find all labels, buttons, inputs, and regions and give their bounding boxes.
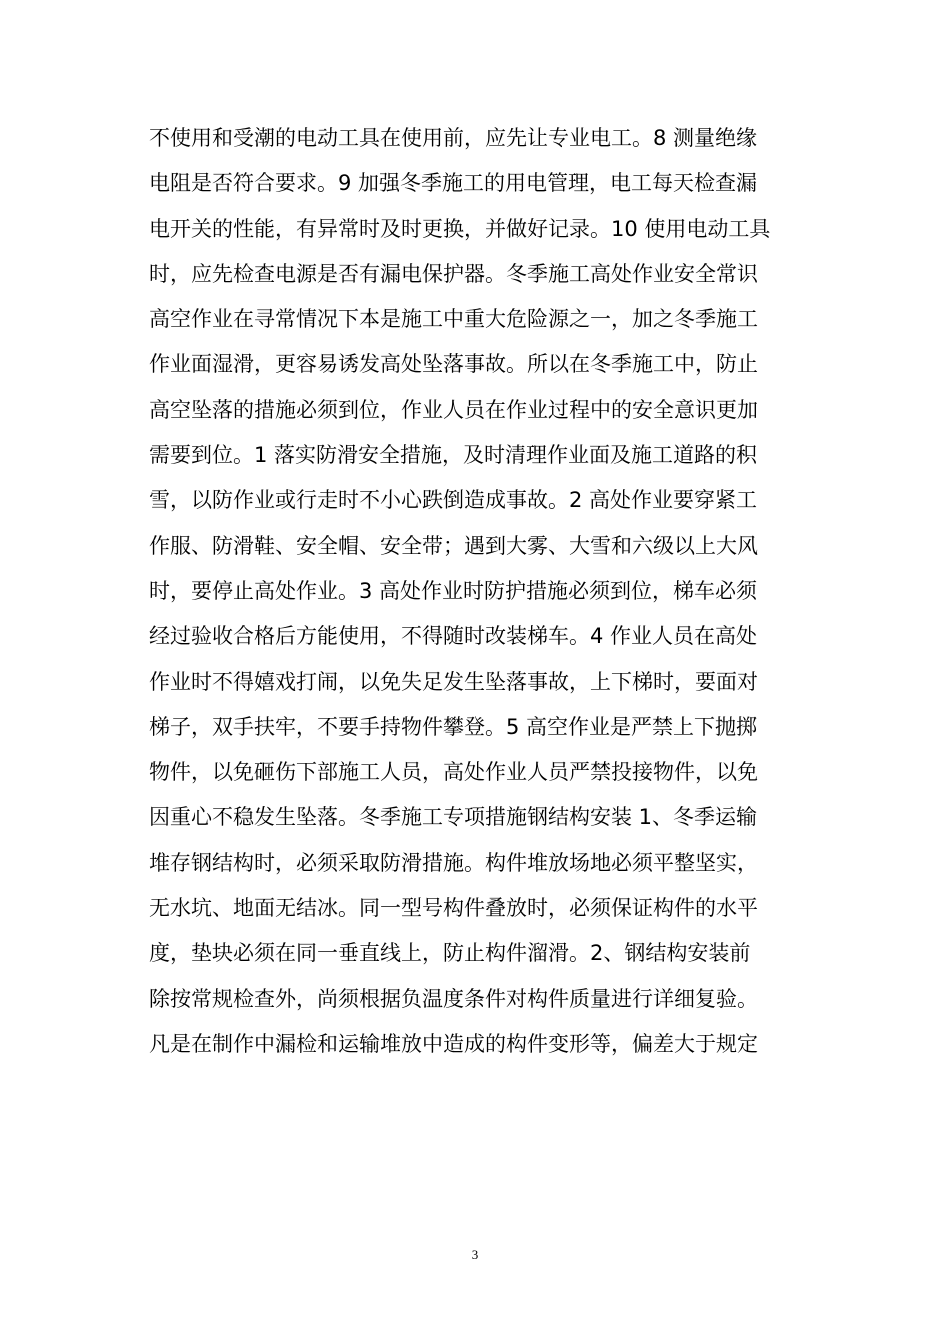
text-line: 经过验收合格后方能使用，不得随时改装梯车。4 作业人员在高处	[149, 624, 758, 649]
text-line: 电开关的性能，有异常时及时更换，并做好记录。10 使用电动工具	[149, 216, 771, 241]
text-line: 时，要停止高处作业。3 高处作业时防护措施必须到位，梯车必须	[149, 578, 758, 603]
text-line: 无水坑、地面无结冰。同一型号构件叠放时，必须保证构件的水平	[149, 896, 758, 921]
page-number: 3	[471, 1247, 479, 1262]
text-line: 时，应先检查电源是否有漏电保护器。冬季施工高处作业安全常识	[149, 261, 758, 286]
text-line: 堆存钢结构时，必须采取防滑措施。构件堆放场地必须平整坚实，	[149, 850, 758, 875]
text-line: 梯子，双手扶牢，不要手持物件攀登。5 高空作业是严禁上下抛掷	[149, 714, 758, 739]
text-line: 凡是在制作中漏检和运输堆放中造成的构件变形等，偏差大于规定	[149, 1031, 758, 1056]
text-line: 电阻是否符合要求。9 加强冬季施工的用电管理，电工每天检查漏	[149, 171, 758, 196]
text-line: 因重心不稳发生坠落。冬季施工专项措施钢结构安装 1、冬季运输	[149, 805, 758, 830]
text-line: 雪，以防作业或行走时不小心跌倒造成事故。2 高处作业要穿紧工	[149, 488, 758, 513]
text-line: 需要到位。1 落实防滑安全措施，及时清理作业面及施工道路的积	[149, 443, 758, 468]
text-line: 度，垫块必须在同一垂直线上，防止构件溜滑。2、钢结构安装前	[149, 941, 751, 966]
text-line: 高空作业在寻常情况下本是施工中重大危险源之一，加之冬季施工	[149, 307, 758, 332]
text-line: 高空坠落的措施必须到位，作业人员在作业过程中的安全意识更加	[149, 397, 758, 422]
text-line: 作业时不得嬉戏打闹，以免失足发生坠落事故，上下梯时，要面对	[149, 669, 758, 694]
text-line: 物件，以免砸伤下部施工人员，高处作业人员严禁投接物件，以免	[149, 760, 758, 785]
text-line: 作服、防滑鞋、安全帽、安全带；遇到大雾、大雪和六级以上大风	[149, 533, 758, 558]
body-text	[149, 116, 809, 1067]
text-line: 作业面湿滑，更容易诱发高处坠落事故。所以在冬季施工中，防止	[149, 352, 758, 377]
text-line: 除按常规检查外，尚须根据负温度条件对构件质量进行详细复验。	[149, 986, 758, 1011]
text-line: 不使用和受潮的电动工具在使用前，应先让专业电工。8 测量绝缘	[149, 126, 758, 150]
